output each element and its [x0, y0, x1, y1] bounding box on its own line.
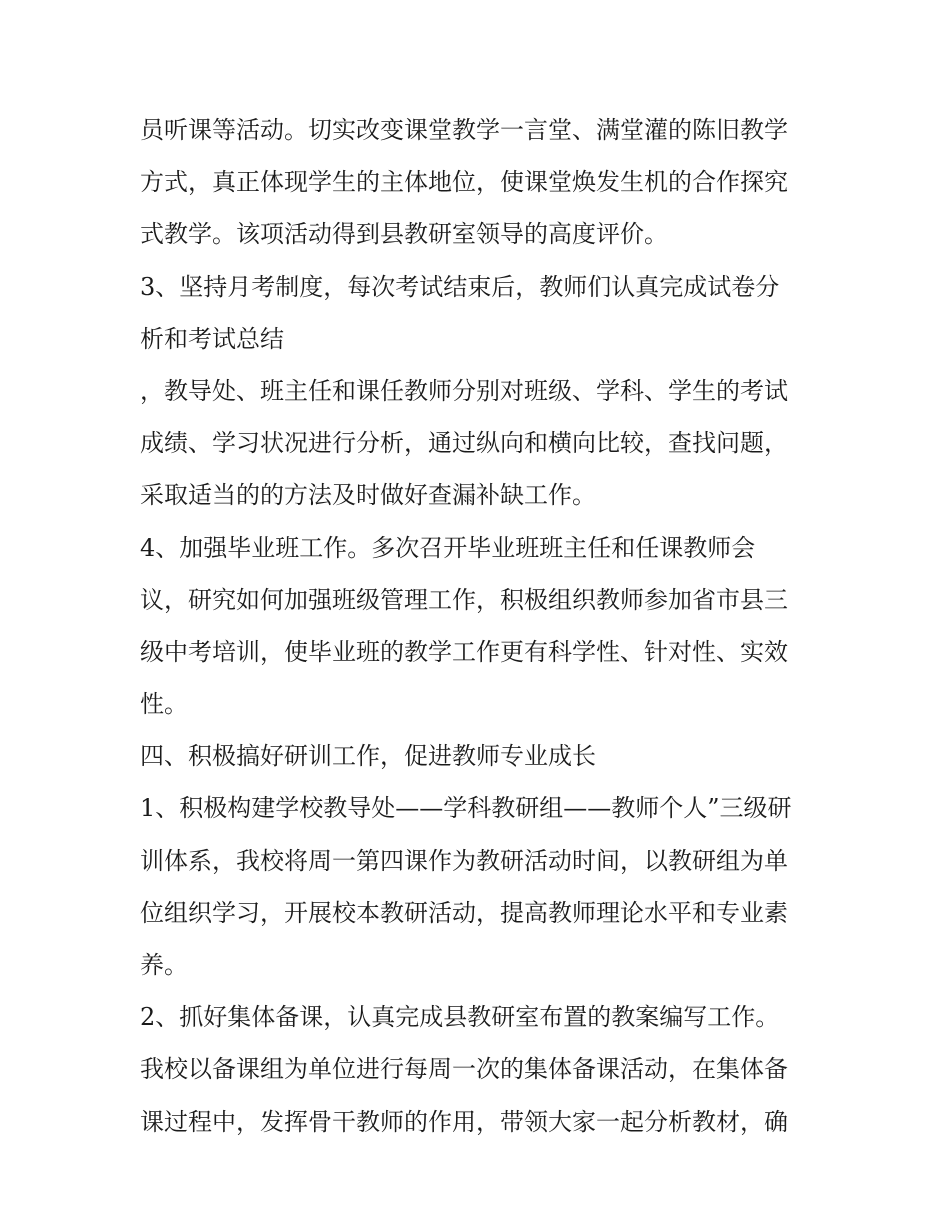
- text-line: 员听课等活动。切实改变课堂教学一言堂、满堂灌的陈旧教学: [140, 116, 788, 144]
- text-line: 性。: [140, 690, 188, 719]
- section-heading: 四、积极搞好研训工作，促进教师专业成长: [140, 742, 596, 771]
- text-line: 养。: [140, 951, 188, 979]
- text-line: 方式，真正体现学生的主体地位，使课堂焕发生机的合作探究: [140, 168, 788, 197]
- text-line: 我校以备课组为单位进行每周一次的集体备课活动，在集体备: [140, 1055, 788, 1084]
- text-line: 成绩、学习状况进行分析，通过纵向和横向比较，查找问题，: [140, 429, 788, 458]
- text-line: 课过程中，发挥骨干教师的作用，带领大家一起分析教材，确: [140, 1107, 788, 1136]
- text-line: 训体系，我校将周一第四课作为教研活动时间，以教研组为单: [140, 846, 788, 875]
- text-line: 式教学。该项活动得到县教研室领导的高度评价。: [140, 220, 668, 249]
- text-line: 析和考试总结: [140, 324, 284, 353]
- text-line: 4、加强毕业班工作。多次召开毕业班班主任和任课教师会: [140, 533, 756, 562]
- text-line: 位组织学习，开展校本教研活动，提高教师理论水平和专业素: [140, 898, 788, 927]
- text-line: 采取适当的的方法及时做好查漏补缺工作。: [140, 481, 596, 510]
- document-body: [140, 104, 820, 1148]
- text-line: ，教导处、班主任和课任教师分别对班级、学科、学生的考试: [140, 376, 788, 405]
- text-line: 3、坚持月考制度，每次考试结束后，教师们认真完成试卷分: [140, 272, 780, 301]
- text-line: 级中考培训，使毕业班的教学工作更有科学性、针对性、实效: [140, 637, 788, 666]
- text-line: 2、抓好集体备课，认真完成县教研室布置的教案编写工作。: [140, 1003, 780, 1032]
- text-line: 议，研究如何加强班级管理工作，积极组织教师参加省市县三: [140, 585, 788, 614]
- text-line: 1、积极构建学校教导处——学科教研组——教师个人”三级研: [140, 794, 792, 823]
